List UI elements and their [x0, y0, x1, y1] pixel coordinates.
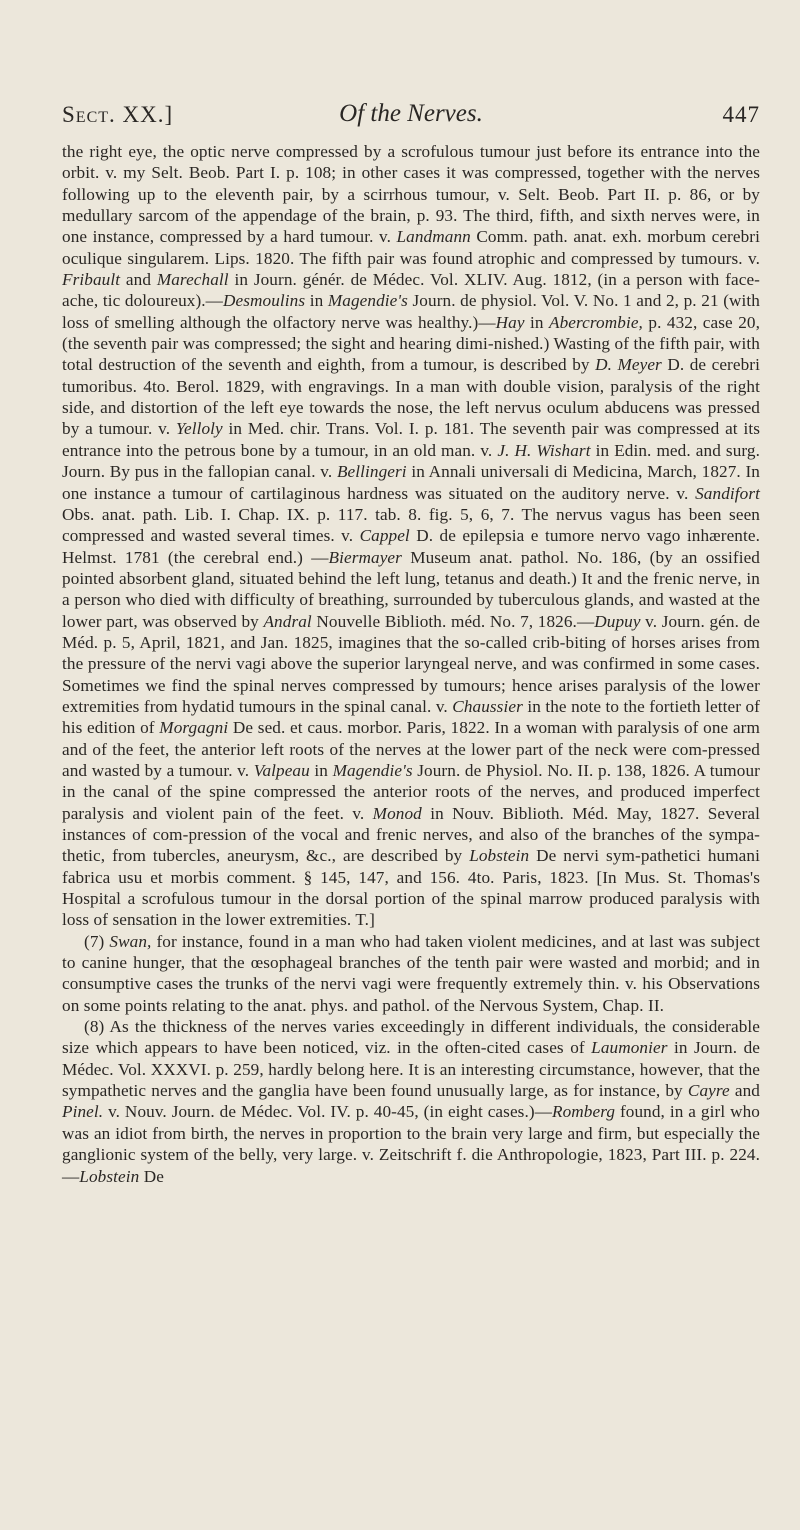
cited-name: D. Meyer — [595, 355, 662, 375]
cited-name: Biermayer — [328, 547, 402, 567]
text-run: v. Nouv. Journ. de Médec. Vol. IV. p. 40-45, (in eight cases.)— — [103, 1102, 552, 1122]
text-run: De sed. et caus. morbor. Paris, 1822. In a woman with paralysis of one arm and of the feet, the anterior left roots of the nerves at the lower part of the neck were com-pressed and wasted by a tumour. v. — [62, 718, 760, 780]
cited-name: Valpeau — [253, 760, 310, 780]
text-run: (8) As the thickness of the nerves varies exceedingly in different individuals, the considerable size which appears to have been noticed, viz. in the often-cited cases of — [62, 1017, 760, 1058]
text-run: De nervi sym-pathetici humani fabrica usu et morbis comment. § 145, 147, and 156. 4to. Paris, 1823. [In Mus. St. Thomas's Hospital a scrofulous tumour in the dorsal portion of the spinal marrow produced paralysis with loss of sensation in the lower extremities. T.] — [62, 846, 760, 930]
text-run: for instance, found in a man who had taken violent medicines, and at last was subject to canine hunger, that the œsophageal branches of the tenth pair were wasted and morbid; and in consumptive cases the trunks of the nervi vagi were frequently extremely thin. v. his Observations on some points relating to the anat. phys. and pathol. of the Nervous System, Chap. II. — [62, 931, 760, 1015]
text-run: in Edin. med. and surg. Journ. By pus in the fallopian canal. v. — [62, 440, 760, 482]
cited-name: Monod — [372, 803, 422, 823]
chapter-title: Of the Nerves. — [339, 100, 483, 127]
text-run: v. Journ. gén. de Méd. p. 5, April, 1821, and Jan. 1825, imagines that the so-called crib-biting of horses arises from the pressure of the nervi vagi above the superior laryngeal nerve, and was confirmed in some cases. Sometimes we find the spinal nerves compressed by tumours; hence arises paralysis of the lower extremities from hydatid tumours in the spinal canal. v. — [62, 611, 761, 716]
cited-name: Yelloly — [175, 419, 223, 439]
text-run: in — [309, 760, 333, 780]
section-label: Sect. XX.] — [62, 102, 174, 127]
text-run: in Nouv. Biblioth. Méd. May, 1827. Several instances of com-pression of the vocal and frenic nerves, and also of the branches of the sympa-thetic, from tubercles, aneurysm, &c., are described by — [62, 803, 760, 866]
running-head — [62, 98, 760, 132]
cited-name: Dupuy — [594, 611, 641, 631]
text-run: p. 432, case 20, (the seventh pair was compressed; the sight and hearing dimi-nished.) Wasting of the fifth pair, with total destruction of the seventh and eighth, from a tumour, is described by — [62, 312, 760, 375]
text-run: D. de epilepsia e tumore nervo vago inhærente. Helmst. 1781 (the cerebral end.) — — [62, 526, 760, 567]
cited-name: Laumonier — [591, 1038, 668, 1058]
text-run: in Med. chir. Trans. Vol. I. p. 181. The seventh pair was compressed at its entrance into the petrous bone by a tumour, in an old man. v. — [62, 419, 760, 460]
cited-name: Pinel. — [62, 1102, 104, 1122]
cited-name: Sandifort — [695, 483, 760, 503]
text-run: Museum anat. pathol. No. 186, (by an ossified pointed absorbent gland, situated behind the left lung, tetanus and death.) It and the frenic nerve, in a person who died with difficulty of breathing, surrounded by tuberculous glands, and wasted at the lower part, was observed by — [62, 547, 760, 631]
cited-name: Desmoulins — [222, 291, 306, 311]
text-run: found, in a girl who was an idiot from birth, the nerves in proportion to the brain very large and firm, but especially the ganglionic system of the belly, very large. v. Zeitschrift f. die Anthropologie, 1823, Part III. p. 224.— — [62, 1102, 760, 1186]
cited-name: Lobstein — [79, 1166, 140, 1186]
text-run: (7) — [84, 931, 110, 951]
text-run: D. de cerebri tumoribus. 4to. Berol. 1829, with engravings. In a man with double vision, paralysis of the right side, and distortion of the left eye towards the nose, the left nervus oculum abducens was pressed by a tumour. v. — [62, 355, 760, 439]
text-run: and — [729, 1081, 760, 1101]
cited-name: Cayre — [687, 1081, 730, 1101]
text-run: in — [524, 312, 549, 332]
book-page — [0, 98, 800, 1530]
cited-name: Landmann — [396, 227, 471, 247]
body-text — [62, 141, 760, 1187]
footnote-7 — [62, 931, 760, 1016]
cited-name: Bellingeri — [336, 462, 407, 482]
cited-name: Marechall — [156, 270, 229, 290]
cited-name: Lobstein — [469, 846, 530, 866]
cited-name: Abercrombie, — [549, 312, 643, 332]
text-run: Obs. anat. path. Lib. I. Chap. IX. p. 117. tab. 8. fig. 5, 6, 7. The nervus vagus has been seen compressed and wasted several times. v. — [62, 504, 760, 546]
text-run: in Journ. génér. de Médec. Vol. XLIV. Aug. 1812, (in a person with face-ache, tic doloureux).— — [62, 270, 760, 311]
text-run: Journ. de Physiol. No. II. p. 138, 1826. A tumour in the canal of the spine compressed the anterior roots of the nerves, and produced imperfect paralysis and violent pain of the feet. v. — [62, 760, 760, 823]
text-run: De — [139, 1166, 164, 1186]
cited-name: Chaussier — [452, 696, 523, 716]
cited-name: J. H. Wishart — [497, 440, 591, 460]
cited-name: Cappel — [359, 526, 410, 546]
text-run: in Annali universali di Medicina, March, 1827. In one instance a tumour of cartilaginous hardness was situated on the auditory nerve. v. — [62, 462, 760, 503]
cited-name: Magendie's — [327, 291, 408, 311]
text-run: Comm. path. anat. exh. morbum cerebri oculique singularem. Lips. 1820. The fifth pair was found atrophic and compressed by tumours. v. — [62, 227, 761, 268]
paragraph-continuation — [62, 141, 760, 931]
text-run: in the note to the fortieth letter of his edition of — [62, 696, 760, 738]
text-run: in Journ. de Médec. Vol. XXXVI. p. 259, hardly belong here. It is an interesting circumstance, however, that the sympathetic nerves and the ganglia have been found unusually large, as for instance, by — [62, 1038, 760, 1101]
cited-name: Romberg — [551, 1102, 616, 1122]
cited-name: Fribault — [62, 270, 121, 290]
cited-name: Andral — [263, 611, 312, 631]
cited-name: Swan, — [109, 931, 152, 951]
cited-name: Hay — [495, 312, 525, 332]
text-run: and — [120, 270, 157, 290]
text-run: the right eye, the optic nerve compressed by a scrofulous tumour just before its entrance into the orbit. v. my Selt. Beob. Part I. p. 108; in other cases it was compressed, together with the nerves following up to the eleventh pair, by a scirrhous tumour, v. Selt. Beob. Part II. p. 86, or by medullary sarcom of the appendage of the brain, p. 93. The third, fifth, and sixth nerves were, in one instance, compressed by a hard tumour. v. — [62, 142, 760, 247]
footnote-8 — [62, 1016, 760, 1187]
page-number: 447 — [722, 102, 760, 127]
cited-name: Magendie's — [332, 760, 413, 780]
text-run: Nouvelle Biblioth. méd. No. 7, 1826.— — [311, 611, 595, 631]
text-run: Journ. de physiol. Vol. V. No. 1 and 2, p. 21 (with loss of smelling although the olfactory nerve was healthy.)— — [62, 291, 760, 332]
cited-name: Morgagni — [159, 718, 229, 738]
text-run: in — [305, 291, 328, 311]
